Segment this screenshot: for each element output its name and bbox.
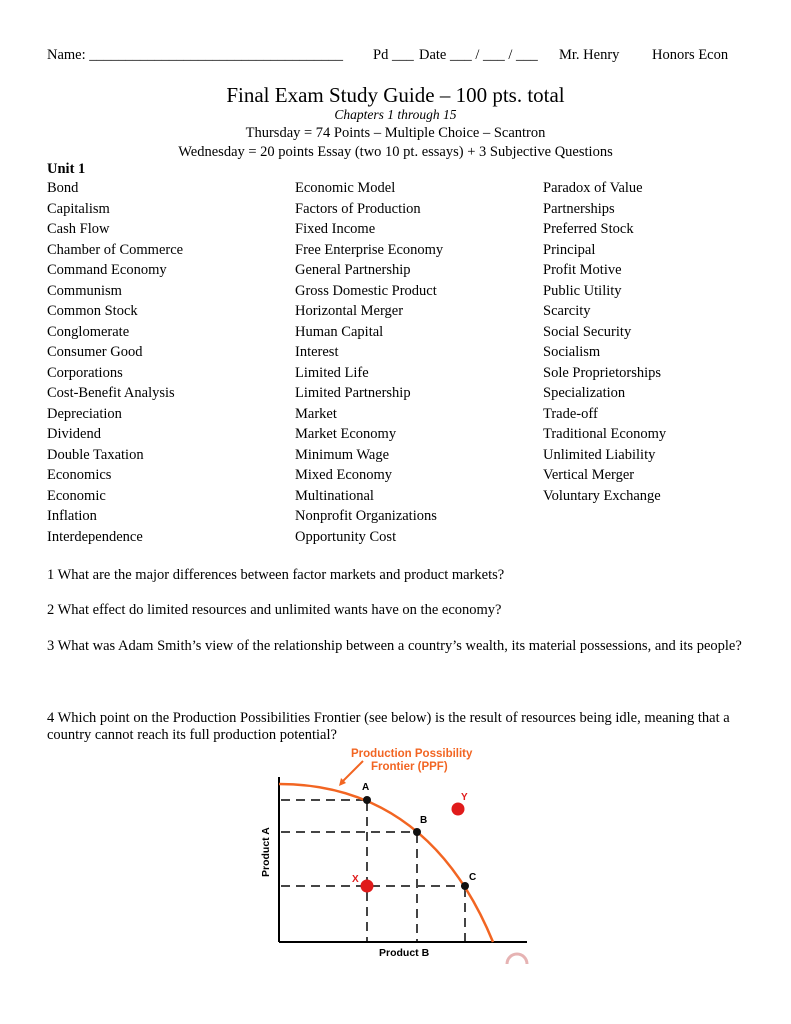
term-item: Market [295,405,337,422]
ppf-label-line-1: Production Possibility [351,748,473,760]
term-item: Economic Model [295,180,396,196]
term-item: Socialism [543,344,601,360]
term-item: Economic [47,487,106,504]
ppf-label-line-2: Frontier (PPF) [371,761,448,773]
term-item: Traditional Economy [543,426,667,442]
term-item: Capitalism [47,200,110,217]
term-item: Interdependence [47,528,143,545]
term-item: Consumer Good [47,344,143,360]
term-item: Scarcity [543,303,591,319]
term-item: Profit Motive [543,262,622,278]
name-field: Name: ___________________________________ [47,47,344,63]
dashed-guides [281,800,465,941]
question-4: 4 Which point on the Production Possibilities Frontier (see below) is the result of resources being idle, meaning that a country cannot reach its full production potential? [47,710,730,743]
question-3: 3 What was Adam Smith’s view of the relationship between a country’s wealth, its material possessions, and its people? [47,638,742,654]
exam-info-thursday: Thursday = 74 Points – Multiple Choice – Scantron [245,125,546,141]
term-item: Economics [47,467,112,483]
terms-column-2 [295,178,443,547]
term-item: Cost-Benefit Analysis [47,385,175,401]
y-axis-label: Product A [260,827,272,877]
term-item: Gross Domestic Product [295,282,437,299]
term-item: Social Security [543,323,632,340]
term-item: Voluntary Exchange [543,487,661,504]
point-c [461,882,469,890]
period-field: Pd ___ [373,47,414,63]
terms-column-1 [47,178,183,547]
unit-heading: Unit 1 [47,161,86,177]
term-item: Interest [295,344,339,360]
term-item: Factors of Production [295,200,421,217]
term-item: Opportunity Cost [295,528,397,545]
date-field: Date ___ / ___ / ___ [419,47,538,63]
point-x [361,880,374,893]
term-item: Dividend [47,426,101,442]
point-b-label: B [420,815,428,826]
term-item: Sole Proprietorships [543,364,662,381]
exam-info-wednesday: Wednesday = 20 points Essay (two 10 pt. essays) + 3 Subjective Questions [178,144,613,160]
watermark-logo [507,954,527,964]
term-item: Partnerships [543,200,615,217]
x-axis-label: Product B [379,947,430,959]
term-item: Principal [543,241,596,258]
term-item: Fixed Income [295,221,376,237]
term-item: Specialization [543,385,626,401]
term-item: Paradox of Value [543,180,643,196]
term-item: Chamber of Commerce [47,241,184,258]
ppf-label-arrow [341,761,363,783]
term-item: General Partnership [295,262,411,278]
term-item: Public Utility [543,282,622,299]
term-item: Unlimited Liability [543,446,656,463]
point-y-label: Y [461,792,468,803]
term-item: Common Stock [47,303,138,319]
term-item: Double Taxation [47,446,144,463]
point-a [363,796,371,804]
page-subtitle: Chapters 1 through 15 [334,107,457,122]
teacher-name: Mr. Henry [559,47,620,63]
term-item: Depreciation [47,405,122,422]
term-item: Horizontal Merger [295,303,404,319]
term-item: Command Economy [47,262,167,278]
term-item: Cash Flow [47,221,110,237]
term-item: Limited Life [295,364,369,381]
ppf-diagram [255,745,535,970]
point-y [452,803,465,816]
page-title: Final Exam Study Guide – 100 pts. total [226,83,565,107]
point-x-label: X [352,874,359,885]
course-name: Honors Econ [652,47,729,63]
point-a-label: A [362,782,370,793]
term-item: Communism [47,282,122,299]
term-item: Trade-off [543,405,598,422]
term-item: Mixed Economy [295,467,393,483]
term-item: Human Capital [295,323,384,340]
term-item: Free Enterprise Economy [295,241,444,258]
term-item: Vertical Merger [543,467,635,483]
term-item: Inflation [47,508,97,524]
term-item: Market Economy [295,426,397,442]
term-item: Preferred Stock [543,221,634,237]
terms-column-3 [543,178,666,506]
term-item: Conglomerate [47,323,130,340]
point-c-label: C [469,872,477,883]
term-item: Limited Partnership [295,385,411,401]
question-2: 2 What effect do limited resources and unlimited wants have on the economy? [47,602,502,618]
term-item: Multinational [295,487,374,504]
term-item: Bond [47,180,79,196]
term-item: Nonprofit Organizations [295,508,437,524]
term-item: Minimum Wage [295,446,390,463]
point-b [413,828,421,836]
term-item: Corporations [47,364,123,381]
question-1: 1 What are the major differences between factor markets and product markets? [47,567,505,583]
